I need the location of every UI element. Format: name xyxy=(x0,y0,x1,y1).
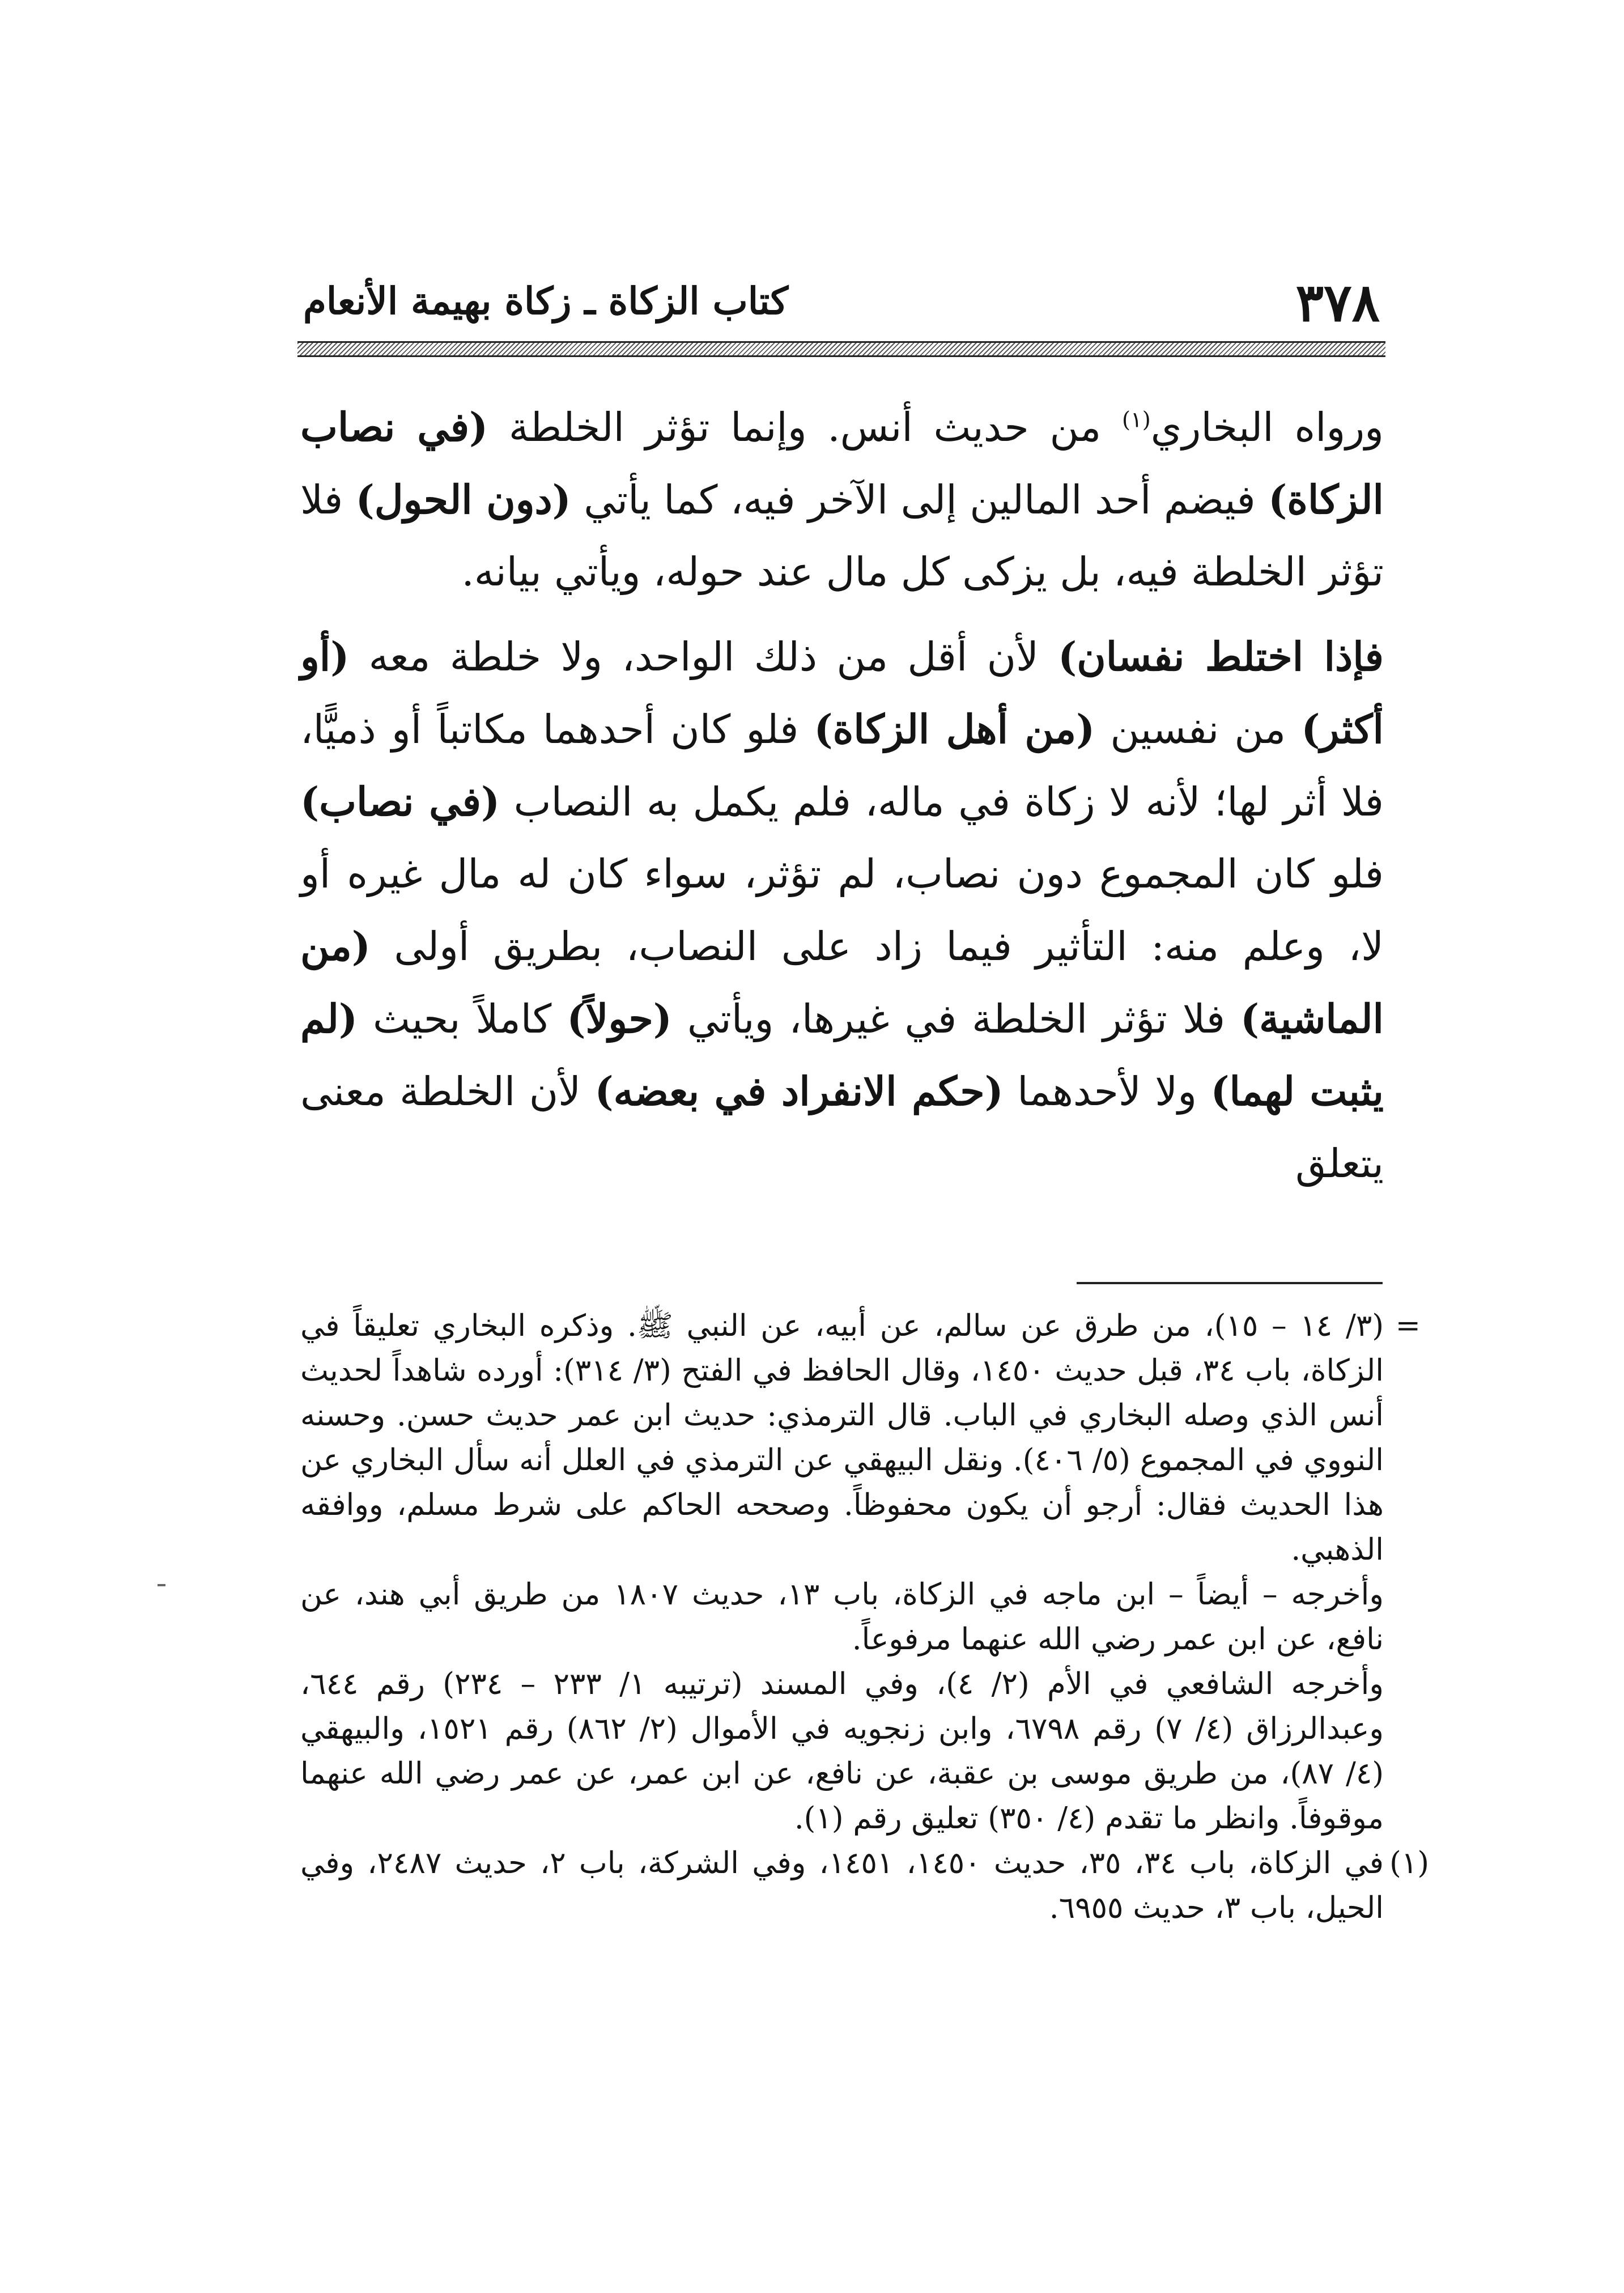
footnote-ref: (١) xyxy=(1121,407,1151,433)
paragraph-2 xyxy=(300,621,1384,1200)
matn-phrase: (في نصاب الزكاة) xyxy=(300,404,1384,523)
footnotes xyxy=(300,1303,1429,1930)
text-run: فلا تؤثر الخلطة فيه، بل يزكى كل مال عند حوله، ويأتي بيانه. xyxy=(300,477,1384,595)
footnote-1 xyxy=(300,1841,1429,1930)
text-run: لأن أقل من ذلك الواحد، ولا خلطة معه xyxy=(349,634,1058,680)
footnote-text: (٣/ ١٤ – ١٥)، من طرق عن سالم، عن أبيه، عن النبي ﷺ. وذكره البخاري تعليقاً في الزكاة، باب ٣٤، قبل حديث ١٤٥٠، وقال الحافظ في الفتح (٣/ ٣١٤): أورده شاهداً لحديث أنس الذي وصله البخاري في الباب. قال الترمذي: حديث ابن عمر حديث حسن. وحسنه النووي في المجموع (٥/ ٤٠٦). ونقل البيهقي عن الترمذي في العلل أنه سأل البخاري عن هذا الحديث فقال: أرجو أن يكون محفوظاً. وصححه الحاكم على شرط مسلم، ووافقه الذهبي. xyxy=(300,1309,1384,1567)
footnote-paragraph: وأخرجه – أيضاً – ابن ماجه في الزكاة، باب ١٣، حديث ١٨٠٧ من طريق أبي هند، عن نافع، عن ابن عمر رضي الله عنهما مرفوعاً. xyxy=(300,1577,1384,1657)
text-run: كاملاً بحيث xyxy=(358,996,567,1042)
matn-phrase: (لم يثبت لهما) xyxy=(300,995,1384,1115)
text-run: ورواه البخاري xyxy=(1150,404,1384,451)
matn-phrase: (من أهل الزكاة) xyxy=(814,706,1095,753)
matn-phrase: (حكم الانفراد في بعضه) xyxy=(594,1068,1004,1115)
footnote-label: (١) xyxy=(1389,1846,1429,1880)
text-run: فلا تؤثر الخلطة في غيرها، ويأتي xyxy=(671,996,1240,1042)
footnote-text: في الزكاة، باب ٣٤، ٣٥، حديث ١٤٥٠، ١٤٥١، وفي الشركة، باب ٢، حديث ٢٤٨٧، وفي الحيل، باب ٣، حديث ٦٩٥٥. xyxy=(300,1846,1384,1925)
text-run: فلو كان أحدهما مكاتباً أو ذميًّا، فلا أثر لها؛ لأنه لا زكاة في ماله، فلم يكمل به النصاب xyxy=(300,706,1384,825)
footnote-separator xyxy=(1077,1282,1383,1284)
header-rule xyxy=(297,341,1385,357)
matn-phrase: (من الماشية) xyxy=(300,923,1384,1042)
continuation-marker: = xyxy=(1395,1309,1421,1343)
matn-phrase: (أو أكثر) xyxy=(300,633,1384,753)
text-run: فيضم أحد المالين إلى الآخر فيه، كما يأتي xyxy=(571,477,1269,523)
matn-phrase: (حولاً) xyxy=(567,995,672,1042)
page-number: ٣٧٨ xyxy=(1295,272,1380,333)
matn-phrase: فإذا اختلط نفسان) xyxy=(1058,633,1384,680)
text-run: من حديث أنس. وإنما تؤثر الخلطة xyxy=(488,404,1122,451)
main-text xyxy=(300,391,1384,1200)
page-header xyxy=(297,265,1385,339)
running-title: كتاب الزكاة ـ زكاة بهيمة الأنعام xyxy=(303,279,789,323)
text-run: من نفسين xyxy=(1095,706,1302,753)
scan-mark xyxy=(158,1584,165,1586)
text-run: ولا لأحدهما xyxy=(1003,1068,1211,1115)
text-run: فلو كان المجموع دون نصاب، لم تؤثر، سواء كان له مال غيره أو لا، وعلم منه: التأثير فيما زاد على النصاب، بطريق أولى xyxy=(300,851,1384,970)
footnote-continued xyxy=(300,1303,1421,1572)
paragraph-1 xyxy=(300,391,1384,608)
matn-phrase: (دون الحول) xyxy=(355,476,571,523)
matn-phrase: (في نصاب) xyxy=(300,778,500,825)
footnote-paragraph: وأخرجه الشافعي في الأم (٢/ ٤)، وفي المسند (ترتيبه ١/ ٢٣٣ – ٢٣٤) رقم ٦٤٤، وعبدالرزاق (٤/ ٧) رقم ٦٧٩٨، وابن زنجويه في الأموال (٢/ ٨٦٢) رقم ١٥٢١، والبيهقي (٤/ ٨٧)، من طريق موسى بن عقبة، عن نافع، عن ابن عمر، عن عمر رضي الله عنهما موقوفاً. وانظر ما تقدم (٤/ ٣٥٠) تعليق رقم (١). xyxy=(300,1667,1384,1836)
text-run: لأن الخلطة معنى يتعلق xyxy=(300,1068,1384,1187)
